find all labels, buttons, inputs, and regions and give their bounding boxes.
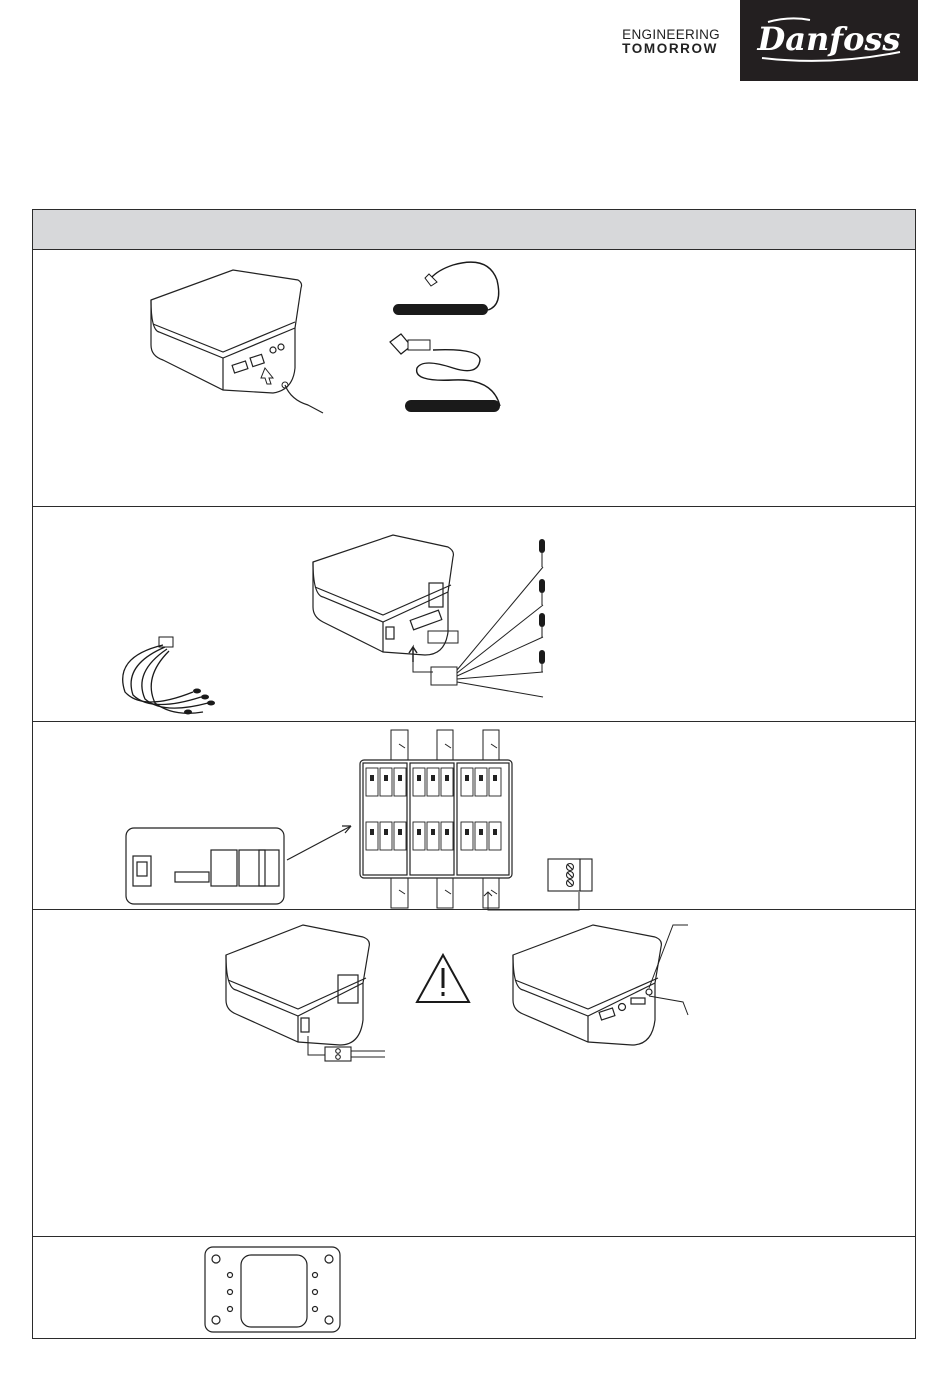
sensor-cable-bundle bbox=[123, 637, 208, 713]
panel-antenna bbox=[33, 250, 915, 507]
antenna-stick-1 bbox=[393, 262, 499, 315]
sensor-leads bbox=[457, 567, 543, 697]
panel-power bbox=[33, 910, 915, 1237]
panel-sensors bbox=[33, 507, 915, 722]
instruction-table bbox=[32, 209, 916, 1339]
antenna-stick-2 bbox=[390, 334, 500, 412]
arrow-connector-line bbox=[413, 662, 433, 672]
gateway-box bbox=[151, 270, 302, 393]
mounting-illustration bbox=[33, 1237, 915, 1338]
controller-board-closeup bbox=[126, 828, 284, 904]
arrow-icon bbox=[287, 826, 351, 860]
tagline-tomorrow: TOMORROW bbox=[622, 41, 718, 57]
power-lead-line bbox=[308, 1036, 325, 1055]
connector-line bbox=[488, 892, 579, 910]
sensor-wiring-illustration bbox=[33, 507, 915, 722]
panel-relays bbox=[33, 722, 915, 910]
logo-wordmark: Danfoss bbox=[757, 20, 901, 58]
table-header bbox=[33, 210, 915, 250]
gateway-box-left bbox=[226, 925, 369, 1045]
mounting-plate bbox=[205, 1247, 340, 1332]
danfoss-logo bbox=[740, 0, 918, 81]
relay-illustration bbox=[33, 722, 915, 910]
panel-mounting bbox=[33, 1237, 915, 1338]
tagline-engineering: ENGINEERING bbox=[622, 27, 720, 42]
terminal-block-3pin bbox=[548, 859, 592, 891]
brand-header bbox=[622, 0, 918, 82]
power-connector bbox=[325, 1047, 385, 1061]
warning-triangle-icon bbox=[417, 955, 469, 1002]
arrow-icon bbox=[484, 892, 492, 908]
brand-tagline bbox=[622, 28, 720, 56]
sensor-terminal bbox=[428, 631, 458, 643]
power-illustration bbox=[33, 910, 915, 1237]
insert-arrow-icon bbox=[261, 368, 273, 384]
antenna-illustration bbox=[33, 250, 915, 507]
gateway-box bbox=[313, 535, 453, 655]
antenna-cable-plug bbox=[285, 385, 323, 413]
sensor-cable-tips bbox=[184, 689, 215, 715]
gateway-box-right bbox=[513, 925, 661, 1045]
sensor-connector-plug bbox=[431, 667, 457, 685]
relay-screws bbox=[370, 775, 497, 835]
